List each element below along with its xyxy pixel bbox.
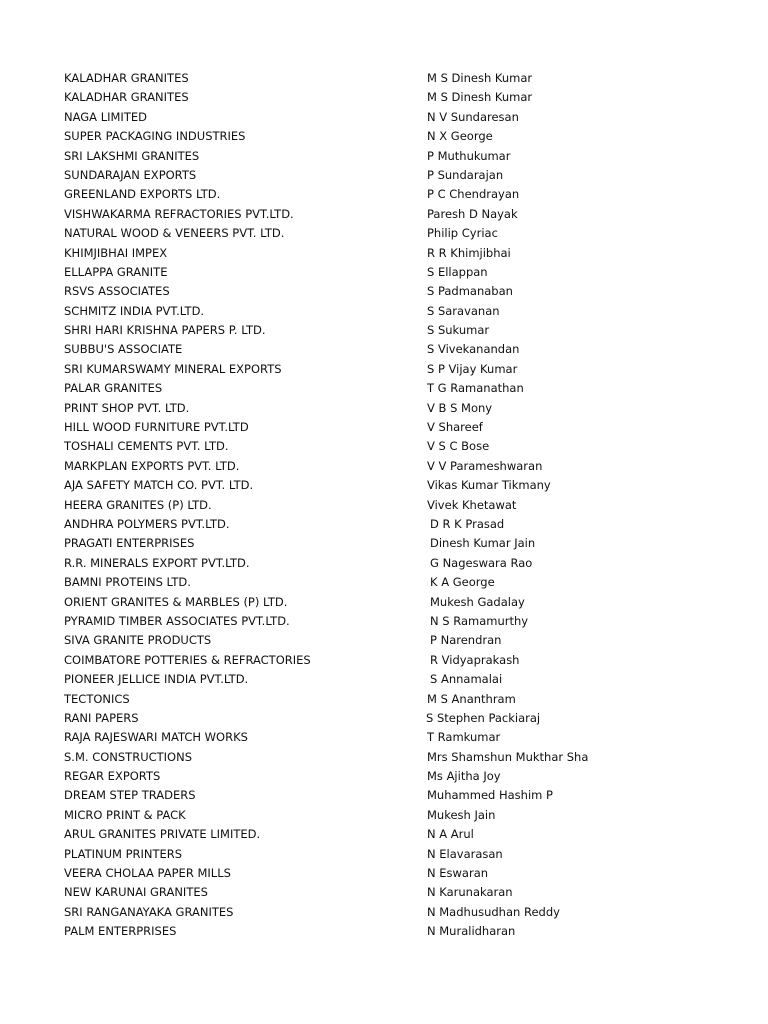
list-item	[64, 728, 704, 747]
list-item	[64, 399, 704, 418]
company-name: BAMNI PROTEINS LTD.	[64, 575, 191, 590]
contact-person: V B S Mony	[427, 400, 493, 415]
company-name: AJA SAFETY MATCH CO. PVT. LTD.	[64, 478, 254, 493]
company-name: KHIMJIBHAI IMPEX	[64, 245, 168, 260]
contact-person: S Padmanaban	[427, 284, 513, 299]
list-item	[64, 321, 704, 340]
list-item	[64, 69, 704, 88]
contact-person: Mukesh Jain	[427, 807, 496, 822]
list-item	[64, 845, 704, 864]
list-item	[64, 418, 704, 437]
company-name: PALM ENTERPRISES	[64, 924, 177, 939]
contact-person: S Saravanan	[427, 303, 500, 318]
company-name: VISHWAKARMA REFRACTORIES PVT.LTD.	[64, 206, 294, 221]
company-name: PRINT SHOP PVT. LTD.	[64, 400, 190, 415]
contact-person: Dinesh Kumar Jain	[430, 536, 536, 551]
contact-person: M S Dinesh Kumar	[427, 71, 533, 85]
company-name: PLATINUM PRINTERS	[64, 846, 183, 861]
company-name: DREAM STEP TRADERS	[64, 788, 196, 803]
contact-person: S Sukumar	[427, 323, 490, 338]
list-item	[64, 476, 704, 495]
list-item	[64, 690, 704, 709]
list-item	[64, 340, 704, 359]
contact-person: P C Chendrayan	[427, 187, 520, 202]
company-name: PIONEER JELLICE INDIA PVT.LTD.	[64, 672, 249, 687]
list-item	[64, 147, 704, 166]
company-name: TECTONICS	[64, 691, 130, 706]
contact-person: P Sundarajan	[427, 167, 504, 182]
contact-person: Paresh D Nayak	[427, 206, 518, 221]
contact-person: S P Vijay Kumar	[427, 361, 518, 376]
company-name: S.M. CONSTRUCTIONS	[64, 749, 193, 764]
company-name: PYRAMID TIMBER ASSOCIATES PVT.LTD.	[64, 613, 290, 628]
list-item	[64, 244, 704, 263]
contact-person: P Muthukumar	[427, 148, 511, 163]
list-item	[64, 302, 704, 321]
contact-person: Muhammed Hashim P	[427, 788, 553, 803]
list-item	[64, 379, 704, 398]
contact-person: K A George	[430, 575, 495, 590]
contact-person: T Ramkumar	[427, 730, 501, 745]
contact-person: R Vidyaprakash	[430, 652, 520, 667]
company-name: RAJA RAJESWARI MATCH WORKS	[64, 730, 248, 745]
list-item	[64, 554, 704, 573]
company-name: KALADHAR GRANITES	[64, 71, 189, 85]
list-item	[64, 108, 704, 127]
list-item	[64, 263, 704, 282]
list-item	[64, 496, 704, 515]
contact-person: N S Ramamurthy	[430, 613, 529, 628]
list-item	[64, 767, 704, 786]
list-item	[64, 864, 704, 883]
company-name: NEW KARUNAI GRANITES	[64, 885, 208, 900]
contact-person: N A Arul	[427, 827, 474, 842]
contact-person: G Nageswara Rao	[430, 555, 533, 570]
company-name: VEERA CHOLAA PAPER MILLS	[64, 866, 231, 881]
list-item	[64, 651, 704, 670]
list-item	[64, 903, 704, 922]
list-item	[64, 709, 704, 728]
list-item	[64, 593, 704, 612]
contact-person: N Madhusudhan Reddy	[427, 904, 560, 919]
company-name: ARUL GRANITES PRIVATE LIMITED.	[64, 827, 261, 842]
contact-person: N Elavarasan	[427, 846, 503, 861]
contact-person: P Narendran	[430, 633, 502, 648]
company-name: SIVA GRANITE PRODUCTS	[64, 633, 212, 648]
contact-person: Vikas Kumar Tikmany	[427, 478, 551, 493]
company-name: COIMBATORE POTTERIES & REFRACTORIES	[64, 652, 311, 667]
company-name: RANI PAPERS	[64, 710, 139, 725]
company-name: SUBBU'S ASSOCIATE	[64, 342, 183, 357]
list-item	[64, 670, 704, 689]
company-name: GREENLAND EXPORTS LTD.	[64, 187, 221, 202]
company-name: NATURAL WOOD & VENEERS PVT. LTD.	[64, 226, 285, 241]
list-item	[64, 534, 704, 553]
contact-person: S Annamalai	[430, 672, 503, 687]
company-name: TOSHALI CEMENTS PVT. LTD.	[64, 439, 229, 454]
list-item	[64, 748, 704, 767]
list-item	[64, 922, 704, 941]
list-item	[64, 224, 704, 243]
contact-person: N Muralidharan	[427, 924, 516, 939]
list-item	[64, 437, 704, 456]
list-item	[64, 806, 704, 825]
list-item	[64, 185, 704, 204]
company-name: SUPER PACKAGING INDUSTRIES	[64, 129, 246, 144]
company-name: KALADHAR GRANITES	[64, 90, 189, 105]
company-name: ANDHRA POLYMERS PVT.LTD.	[64, 516, 230, 531]
contact-person: Mrs Shamshun Mukthar Sha	[427, 749, 589, 764]
company-name: PALAR GRANITES	[64, 381, 163, 396]
contact-person: Ms Ajitha Joy	[427, 769, 501, 784]
contact-person: S Ellappan	[427, 264, 488, 279]
contact-person: S Vivekanandan	[427, 342, 520, 357]
contact-person: V V Parameshwaran	[427, 458, 543, 473]
contact-person: Mukesh Gadalay	[430, 594, 525, 609]
list-item	[64, 573, 704, 592]
company-name: HEERA GRANITES (P) LTD.	[64, 497, 212, 512]
list-item	[64, 127, 704, 146]
list-item	[64, 631, 704, 650]
contact-person: M S Dinesh Kumar	[427, 90, 533, 105]
list-item	[64, 883, 704, 902]
contact-person: N X George	[427, 129, 493, 144]
company-name: SHRI HARI KRISHNA PAPERS P. LTD.	[64, 323, 266, 338]
contact-person: S Stephen Packiaraj	[426, 710, 541, 725]
list-item	[64, 825, 704, 844]
contact-person: R R Khimjibhai	[427, 245, 511, 260]
contact-person: T G Ramanathan	[427, 381, 524, 396]
contact-person: M S Ananthram	[427, 691, 516, 706]
list-item	[64, 282, 704, 301]
list-item	[64, 612, 704, 631]
company-name: SRI RANGANAYAKA GRANITES	[64, 904, 234, 919]
company-name: MICRO PRINT & PACK	[64, 807, 186, 822]
list-item	[64, 360, 704, 379]
company-name: R.R. MINERALS EXPORT PVT.LTD.	[64, 555, 250, 570]
contact-person: N V Sundaresan	[427, 109, 519, 124]
contact-person: N Karunakaran	[427, 885, 513, 900]
list-item	[64, 515, 704, 534]
contact-person: D R K Prasad	[430, 516, 505, 531]
company-contact-list	[64, 69, 704, 942]
list-item	[64, 457, 704, 476]
company-name: PRAGATI ENTERPRISES	[64, 536, 195, 551]
company-name: ELLAPPA GRANITE	[64, 264, 168, 279]
company-name: HILL WOOD FURNITURE PVT.LTD	[64, 420, 249, 435]
list-item	[64, 205, 704, 224]
company-name: SCHMITZ INDIA PVT.LTD.	[64, 303, 205, 318]
contact-person: Philip Cyriac	[427, 226, 498, 241]
company-name: SRI KUMARSWAMY MINERAL EXPORTS	[64, 361, 282, 376]
list-item	[64, 166, 704, 185]
company-name: RSVS ASSOCIATES	[64, 284, 170, 299]
company-name: NAGA LIMITED	[64, 109, 147, 124]
company-name: SRI LAKSHMI GRANITES	[64, 148, 200, 163]
contact-person: V S C Bose	[427, 439, 490, 454]
company-name: ORIENT GRANITES & MARBLES (P) LTD.	[64, 594, 288, 609]
contact-person: Vivek Khetawat	[427, 497, 517, 512]
contact-person: V Shareef	[427, 420, 483, 435]
contact-person: N Eswaran	[427, 866, 489, 881]
company-name: SUNDARAJAN EXPORTS	[64, 167, 197, 182]
company-name: REGAR EXPORTS	[64, 769, 161, 784]
company-name: MARKPLAN EXPORTS PVT. LTD.	[64, 458, 240, 473]
list-item	[64, 88, 704, 107]
list-item	[64, 786, 704, 805]
